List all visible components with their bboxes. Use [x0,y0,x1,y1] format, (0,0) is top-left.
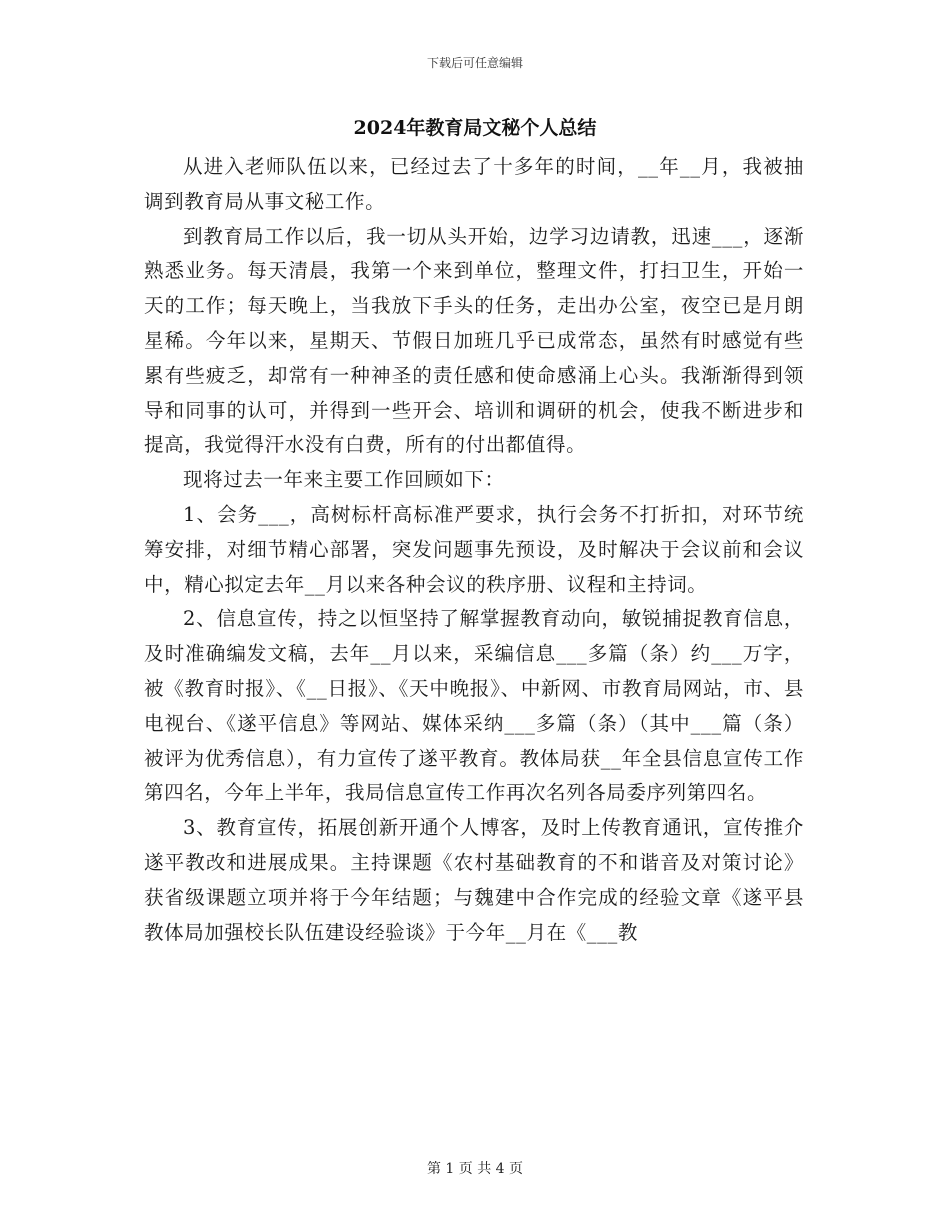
document-body [144,150,804,950]
paragraph: 从进入老师队伍以来，已经过去了十多年的时间，__年__月，我被抽调到教育局从事文秘工作。 [144,155,804,213]
document-title: 2024年教育局文秘个人总结 [353,117,597,139]
paragraph: 现将过去一年来主要工作回顾如下： [183,468,505,492]
header-note: 下载后可任意编辑 [426,56,523,70]
paragraph: 3、教育宣传，拓展创新开通个人博客，及时上传教育通讯，宣传推介遂平教改和进展成果。主持课题《农村基础教育的不和谐音及对策讨论》获省级课题立项并将于今年结题；与魏建中合作完成的经验文章《遂平县教体局加强校长队伍建设经验谈》于今年__月在《___教 [144,816,804,944]
paragraph: 到教育局工作以后，我一切从头开始，边学习边请教，迅速___，逐渐熟悉业务。每天清晨，我第一个来到单位，整理文件，打扫卫生，开始一天的工作；每天晚上，当我放下手头的任务，走出办公室，夜空已是月朗星稀。今年以来，星期天、节假日加班几乎已成常态，虽然有时感觉有些累有些疲乏，却常有一种神圣的责任感和使命感涌上心头。我渐渐得到领导和同事的认可，并得到一些开会、培训和调研的机会，使我不断进步和提高，我觉得汗水没有白费，所有的付出都值得。 [144,224,804,457]
page-footer: 第 1 页 共 4 页 [426,1161,524,1177]
paragraph: 1、会务___，高树标杆高标准严要求，执行会务不打折扣，对环节统筹安排，对细节精心部署，突发问题事先预设，及时解决于会议前和会议中，精心拟定去年__月以来各种会议的秩序册、议程和主持词。 [144,502,804,596]
paragraph: 2、信息宣传，持之以恒坚持了解掌握教育动向，敏锐捕捉教育信息，及时准确编发文稿，去年__月以来，采编信息___多篇（条）约___万字，被《教育时报》、《__日报》、《天中晚报》、中新网、市教育局网站，市、县电视台、《遂平信息》等网站、媒体采纳___多篇（条）（其中___篇（条）被评为优秀信息），有力宣传了遂平教育。教体局获__年全县信息宣传工作第四名，今年上半年，我局信息宣传工作再次名列各局委序列第四名。 [144,607,804,805]
